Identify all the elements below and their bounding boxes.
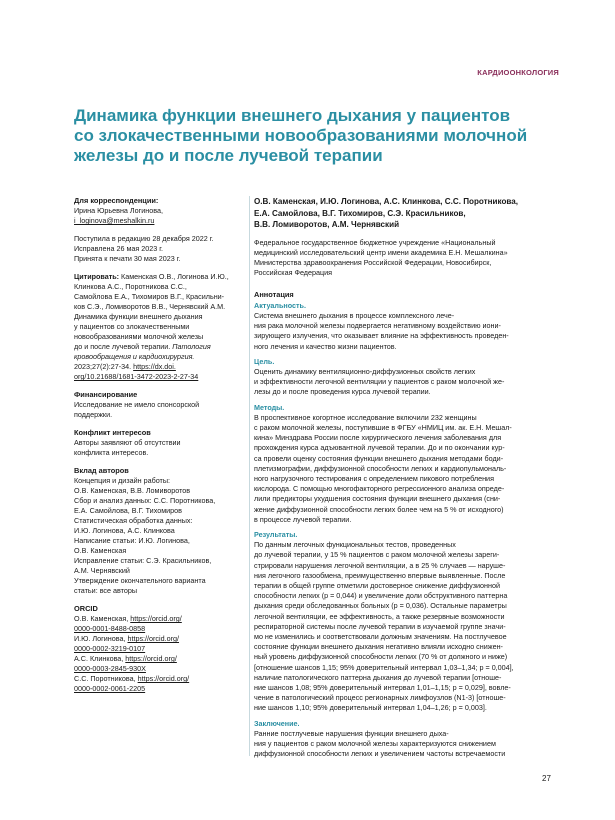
correspondence-block — [74, 196, 244, 226]
conflict-heading: Конфликт интересов — [74, 428, 151, 437]
methods-label: Методы. — [254, 402, 285, 412]
abstract-line: зирующего излучения, что оказывает влияние на эффективность проведен- — [254, 331, 509, 341]
orcid-author: А.С. Клинкова, — [74, 654, 126, 663]
citation-journal: Патология — [172, 342, 211, 351]
aim-label: Цель. — [254, 356, 275, 366]
date-accepted: Принята к печати 30 мая 2023 г. — [74, 254, 181, 263]
abstract-line: ние шансов 1,10; 95% доверительный интервал 1,04–1,26; р = 0,003]. — [254, 703, 487, 713]
citation-line: Самойлова Е.А., Тихомиров В.Г., Красильни- — [74, 292, 225, 301]
contrib-line: А.М. Чернявский — [74, 566, 130, 575]
abstract-line: По данным легочных функциональных тестов, проведенных — [254, 540, 456, 550]
authors-line: Е.А. Самойлова, В.Г. Тихомиров, С.Э. Красильников, — [254, 208, 466, 218]
contrib-block — [74, 466, 244, 596]
contrib-line: Сбор и анализ данных: С.С. Поротникова, — [74, 496, 216, 505]
abstract-line: Система внешнего дыхания в процессе комплексного лече- — [254, 310, 455, 320]
abstract-line: терапии в общей группе отметили достоверное снижение диффузионной — [254, 580, 501, 590]
conclusion-label: Заключение. — [254, 718, 300, 728]
abstract-line: с раком молочной железы, поступившие в ФГБУ «НМИЦ им. ак. Е.Н. Мешал- — [254, 422, 512, 432]
authors-line: В.В. Ломиворотов, А.М. Чернявский — [254, 220, 400, 229]
abstract-line: и эффективности легочной вентиляции у пациентов с раком молочной же- — [254, 377, 505, 387]
orcid-link[interactable]: https://orcid.org/ — [137, 674, 190, 683]
column-divider — [249, 196, 250, 756]
contrib-line: Статистическая обработка данных: — [74, 516, 193, 525]
orcid-link[interactable]: 0000-0001-8488-0858 — [74, 624, 146, 633]
citation-line: у пациентов со злокачественными — [74, 322, 190, 331]
orcid-link[interactable]: 0000-0002-0061-2205 — [74, 684, 146, 693]
dates-block — [74, 234, 244, 264]
abstract-relevance — [254, 301, 556, 352]
contrib-line: О.В. Каменская, В.В. Ломиворотов — [74, 486, 191, 495]
abstract-results — [254, 530, 556, 714]
abstract-line: прохождения курса адъювантной лучевой терапии. До и по окончании кур- — [254, 443, 505, 453]
abstract-line: состояние функции внешнего дыхания негативно влияли исходно снижен- — [254, 642, 503, 652]
abstract-line: стрировали нарушения легочной вентиляции, а в 25 % случаев — наруше- — [254, 560, 506, 570]
contrib-line: статьи: все авторы — [74, 586, 138, 595]
funding-text: Исследование не имело спонсорской — [74, 400, 200, 409]
funding-block — [74, 390, 244, 420]
abstract-heading: Аннотация — [254, 289, 294, 299]
citation-year: 2023;27(2):27-34. — [74, 362, 134, 371]
abstract-methods — [254, 403, 556, 525]
citation-line: до и после лучевой терапии. — [74, 342, 173, 351]
relevance-label: Актуальность. — [254, 300, 306, 310]
abstract-line: респираторной системы после лучевой терапии в изучаемой группе значи- — [254, 621, 506, 631]
abstract-line: Оценить динамику вентиляционно-диффузионных свойств легких — [254, 366, 476, 376]
orcid-heading: ORCID — [74, 604, 98, 613]
abstract-line: В проспективное когортное исследование включили 232 женщины — [254, 412, 477, 422]
contrib-line: Концепция и дизайн работы: — [74, 476, 170, 485]
abstract-line: ние шансов 1,08; 95% доверительный интервал 1,01–1,15; р = 0,029], вовле- — [254, 683, 511, 693]
abstract-line: чение в патологический процесс регионарных лимфоузлов (N1-3) [отноше- — [254, 693, 506, 703]
citation-block — [74, 272, 244, 382]
abstract-line: Ранние постлучевые нарушения функции внешнего дыха- — [254, 728, 449, 738]
citation-heading: Цитировать: — [74, 272, 120, 281]
contrib-heading: Вклад авторов — [74, 466, 129, 475]
affiliation-line: Российская Федерация — [254, 267, 332, 277]
orcid-author: И.Ю. Логинова, — [74, 634, 128, 643]
abstract-line: кина» Минздрава России после хирургического лечения заболевания для — [254, 433, 502, 443]
affiliation-line: медицинский исследовательский центр имени академика Е.Н. Мешалкина» — [254, 247, 508, 257]
contrib-line: О.В. Каменская — [74, 546, 127, 555]
abstract-line: плетизмографии, диффузионной способности легких и кардиопульмональ- — [254, 463, 507, 473]
citation-journal: кровообращения и кардиохирургия. — [74, 352, 195, 361]
author-list — [254, 196, 556, 231]
abstract-line: диффузионной способности легких и увеличением частоты встречаемости — [254, 749, 506, 759]
abstract-line: легочной вентиляции, ее эффективность, а также резервные возможности — [254, 611, 505, 621]
title-line: Динамика функции внешнего дыхания у пациентов — [74, 106, 511, 125]
abstract-line: са провели оценку состояния функции внешнего дыхания методами боди- — [254, 453, 504, 463]
article-title — [74, 106, 544, 166]
contrib-line: И.Ю. Логинова, А.С. Клинкова — [74, 526, 175, 535]
authors-line: О.В. Каменская, И.Ю. Логинова, А.С. Клинкова, С.С. Поротникова, — [254, 197, 519, 206]
citation-line: Клинкова А.С., Поротникова С.С., — [74, 282, 187, 291]
abstract-line: мо не изменились и соответствовали должным значениям. На постлучевое — [254, 632, 507, 641]
orcid-block — [74, 604, 244, 694]
abstract-line: [отношение шансов 1,15; 95% доверительный интервал 1,03–1,34; р = 0,004], — [254, 662, 514, 672]
contrib-line: Исправление статьи: С.Э. Красильников, — [74, 556, 212, 565]
abstract-aim — [254, 357, 556, 398]
abstract-conclusion — [254, 719, 556, 760]
conflict-block — [74, 428, 244, 458]
abstract-line: лезы до и после проведения курса лучевой терапии. — [254, 387, 431, 397]
contrib-line: Утверждение окончательного варианта — [74, 576, 206, 585]
abstract-line: ния у пациентов с раком молочной железы характеризуются снижением — [254, 739, 496, 749]
conflict-text: Авторы заявляют об отсутствии — [74, 438, 181, 447]
orcid-link[interactable]: https://orcid.org/ — [125, 654, 177, 663]
abstract-line: ный уровень диффузионной способности легких (70 % от должного и ниже) — [254, 652, 508, 662]
abstract-line: ния рака молочной железы подвергается негативному воздействию иони- — [254, 321, 501, 331]
contrib-line: Написание статьи: И.Ю. Логинова, — [74, 536, 190, 545]
orcid-link[interactable]: 0000-0002-3219-0107 — [74, 644, 146, 653]
main-column — [254, 196, 556, 764]
abstract-line: ного нагрузочного тестирования с определением пикового потребления — [254, 473, 494, 483]
funding-text: поддержки. — [74, 410, 113, 419]
conflict-text: конфликта интересов. — [74, 448, 149, 457]
citation-line: новообразованиями молочной железы — [74, 332, 204, 341]
citation-line: Каменская О.В., Логинова И.Ю., — [119, 272, 229, 281]
abstract-line: в процессе лучевой терапии. — [254, 514, 352, 524]
orcid-author: С.С. Поротникова, — [74, 674, 138, 683]
section-label: КАРДИООНКОЛОГИЯ — [477, 68, 559, 77]
orcid-link[interactable]: https://orcid.org/ — [127, 634, 180, 643]
correspondence-name: Ирина Юрьевна Логинова, — [74, 206, 163, 215]
date-received: Поступила в редакцию 28 декабря 2022 г. — [74, 234, 214, 243]
date-revised: Исправлена 26 мая 2023 г. — [74, 244, 163, 253]
correspondence-email-link[interactable]: i_loginova@meshalkin.ru — [74, 216, 155, 225]
contrib-line: Е.А. Самойлова, В.Г. Тихомиров — [74, 506, 182, 515]
title-line: железы до и после лучевой терапии — [74, 146, 383, 165]
page-number: 27 — [542, 774, 551, 783]
citation-line: Динамика функции внешнего дыхания — [74, 312, 203, 321]
doi-link[interactable]: org/10.21688/1681-3472-2023-2-27-34 — [74, 372, 199, 381]
abstract-line: до лучевой терапии, у 15 % пациентов с раком молочной железы зареги- — [254, 550, 500, 560]
orcid-link[interactable]: https://orcid.org/ — [130, 614, 182, 623]
orcid-link[interactable]: 0000-0003-2845-930X — [74, 664, 146, 673]
affiliation-line: Федеральное государственное бюджетное учреждение «Национальный — [254, 237, 496, 247]
abstract-line: жение диффузионной способности легких более чем на 5 % от исходного) — [254, 504, 504, 514]
correspondence-heading: Для корреспонденции: — [74, 196, 159, 205]
affiliation — [254, 238, 556, 278]
affiliation-line: Министерства здравоохранения Российской Федерации, Новосибирск, — [254, 257, 492, 267]
abstract-line: лили предикторы ухудшения состояния функции внешнего дыхания (сни- — [254, 494, 501, 504]
sidebar — [74, 196, 244, 702]
abstract-line: дыхания среди обследованных больных (р = 0,036). Остальные параметры — [254, 601, 507, 611]
results-label: Результаты. — [254, 529, 298, 539]
title-line: со злокачественными новообразованиями молочной — [74, 126, 528, 145]
orcid-author: О.В. Каменская, — [74, 614, 131, 623]
abstract-line: наличие патологического паттерна дыхания до лучевой терапии [отноше- — [254, 672, 502, 682]
abstract-line: ного лечения и качество жизни пациентов. — [254, 341, 397, 351]
abstract-line: кислорода. С помощью многофакторного регрессионного анализа опреде- — [254, 484, 505, 494]
abstract-line: способности легких (р = 0,044) и увеличение доли обструктивного паттерна — [254, 591, 508, 601]
doi-link[interactable]: https://dx.doi. — [133, 362, 176, 371]
citation-line: ков С.Э., Ломиворотов В.В., Чернявский А.М. — [74, 302, 226, 311]
funding-heading: Финансирование — [74, 390, 138, 399]
abstract-line: ния легочного газообмена, преимущественно впервые выявленные. После — [254, 570, 506, 580]
